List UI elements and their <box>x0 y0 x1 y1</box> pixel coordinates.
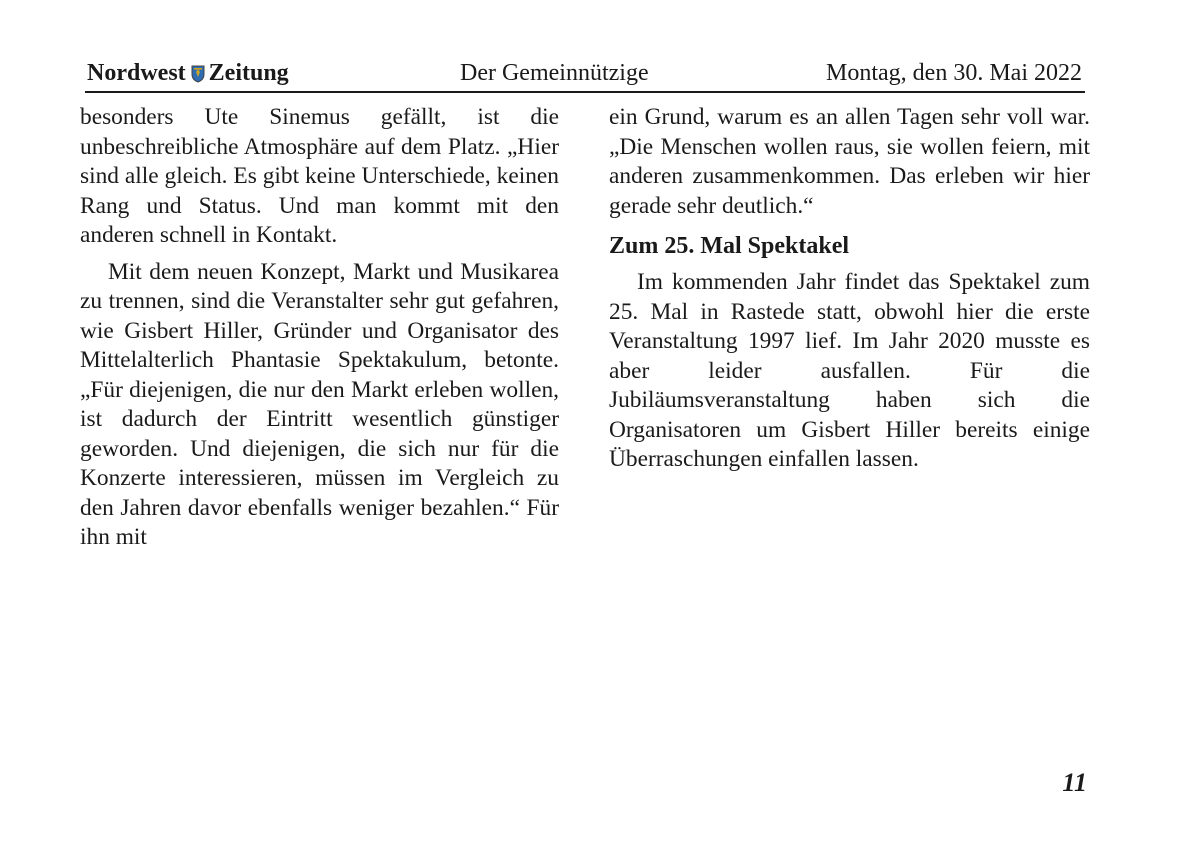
section-title: Der Gemeinnützige <box>460 60 649 86</box>
article-subheading: Zum 25. Mal Spektakel <box>609 233 850 259</box>
newspaper-name-part1: Nordwest <box>87 60 186 86</box>
article-column-left <box>80 103 559 553</box>
page-header <box>85 57 1085 93</box>
newspaper-logo <box>87 59 289 87</box>
article-paragraph: Im kommenden Jahr findet das Spektakel zum 25. Mal in Rastede statt, obwohl hier die erste Veranstaltung 1997 lief. Im Jahr 2020 musste es aber leider ausfallen. Für die Jubiläumsveranstaltung haben sich die Organisatoren um Gisbert Hiller bereits einige Überraschungen einfallen lassen. <box>609 269 1090 472</box>
article-paragraph: Mit dem neuen Konzept, Markt und Musikarea zu trennen, sind die Veranstalter sehr gut gefahren, wie Gisbert Hiller, Gründer und Organisator des Mittelalterlich Phantasie Spektakulum, betonte. „Für diejenigen, die nur den Markt erleben wollen, ist dadurch der Eintritt wesentlich günstiger geworden. Und diejenigen, die sich nur für die Konzerte interessieren, müssen im Vergleich zu den Jahren davor ebenfalls weniger bezahlen.“ Für ihn mit <box>80 258 559 550</box>
article-column-right <box>609 103 1090 475</box>
newspaper-name-part2: Zeitung <box>208 60 289 86</box>
article-paragraph: besonders Ute Sinemus gefällt, ist die unbeschreibliche Atmosphäre auf dem Platz. „Hier sind alle gleich. Es gibt keine Unterschiede, keinen Rang und Status. Und man kommt mit den anderen schnell in Kontakt. <box>80 104 559 248</box>
crest-icon <box>191 65 205 83</box>
issue-date: Montag, den 30. Mai 2022 <box>826 60 1082 86</box>
page-number: 11 <box>1062 768 1087 797</box>
article-paragraph: ein Grund, warum es an allen Tagen sehr voll war. „Die Menschen wollen raus, sie wollen feiern, mit anderen zusammenkommen. Das erleben wir hier gerade sehr deutlich.“ <box>609 104 1090 219</box>
